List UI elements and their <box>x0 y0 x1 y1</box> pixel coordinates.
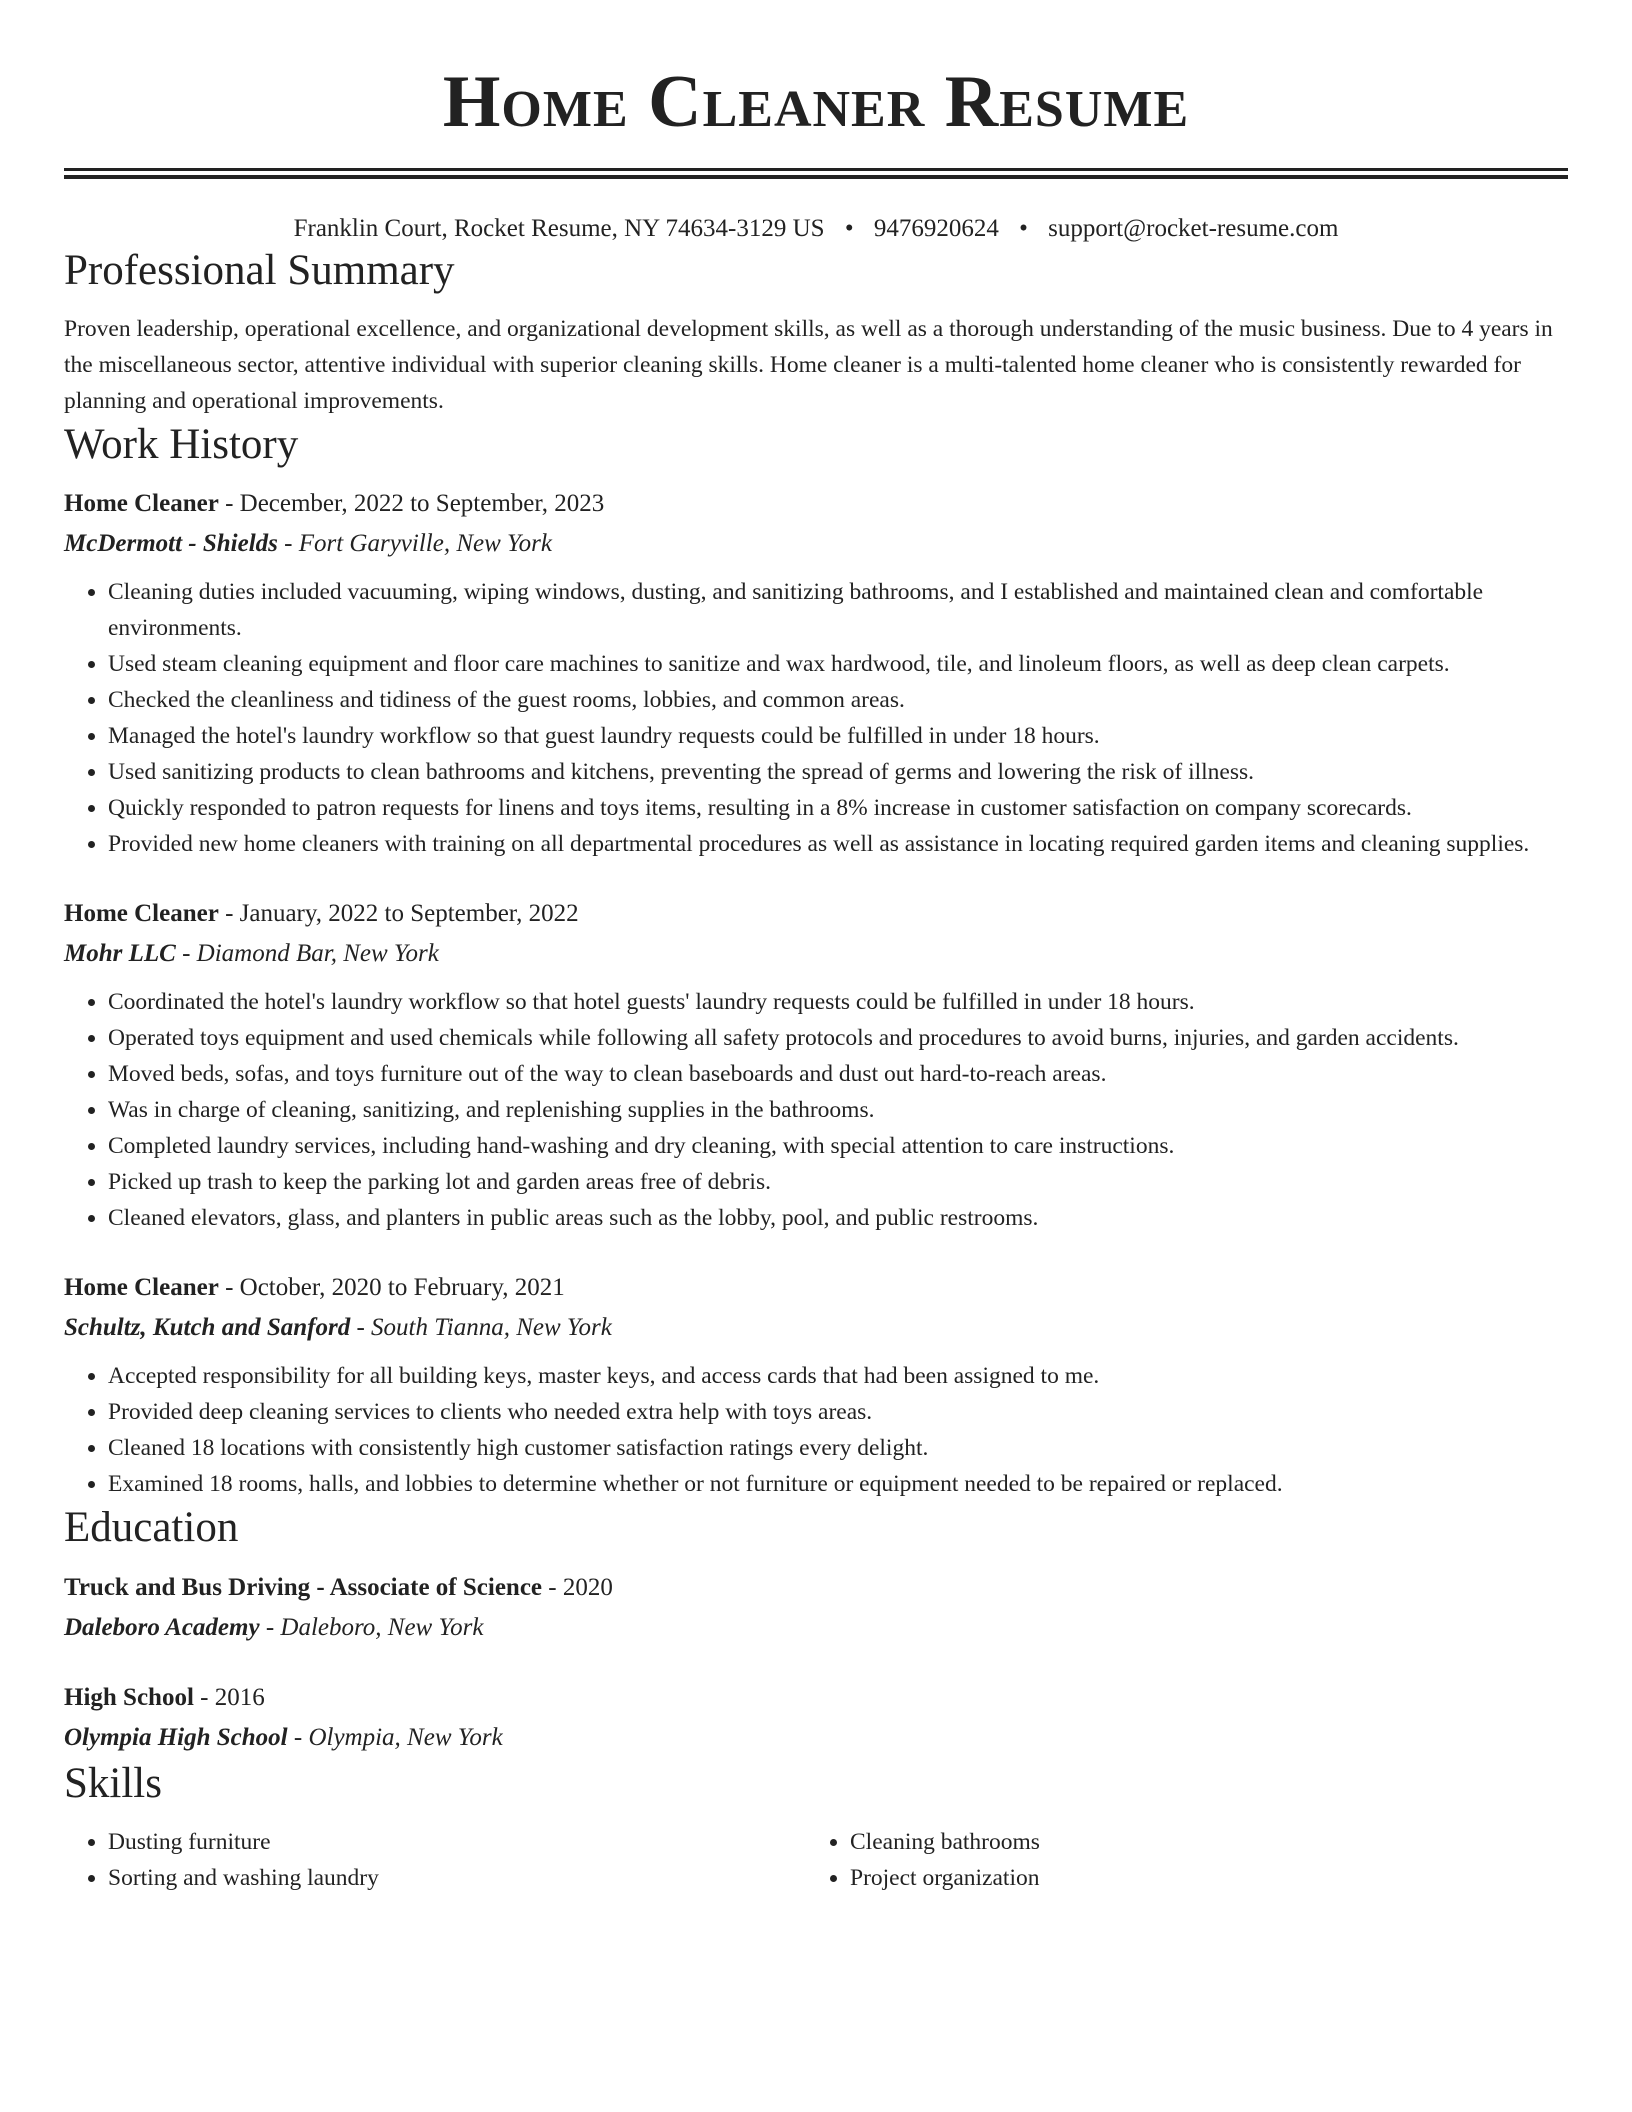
job-bullet: • Cleaned 18 locations with consistently high customer satisfaction ratings every delight. <box>108 1430 1568 1466</box>
job-bullet: • Cleaned elevators, glass, and planters in public areas such as the lobby, pool, and public restrooms. <box>108 1200 1568 1236</box>
skill-item: • Cleaning bathrooms <box>850 1824 1548 1860</box>
job-location: - Fort Garyville, New York <box>277 530 552 557</box>
contact-separator: • <box>844 215 854 242</box>
skills-heading: Skills <box>64 1760 162 1807</box>
education-degree: High School <box>64 1684 194 1711</box>
job-location: - Diamond Bar, New York <box>175 940 439 967</box>
job-location: - South Tianna, New York <box>350 1314 612 1341</box>
job-company-line <box>64 934 1568 974</box>
job-dates: - October, 2020 to February, 2021 <box>218 1274 565 1301</box>
summary-text: Proven leadership, operational excellence, and organizational development skills, as well as a thorough understanding of the music business. Due to 4 years in the miscellaneous sector, attentive individual with superior cleaning skills. Home cleaner is a multi-talented home cleaner who is consistently rewarded for planning and operational improvements. <box>64 316 1553 414</box>
job-bullet: • Accepted responsibility for all building keys, master keys, and access cards that had been assigned to me. <box>108 1358 1568 1394</box>
education-school-line <box>64 1608 1568 1648</box>
job-bullet: • Provided new home cleaners with training on all departmental procedures as well as assistance in locating required garden items and cleaning supplies. <box>108 826 1568 862</box>
job-bullet: • Managed the hotel's laundry workflow so that guest laundry requests could be fulfilled in under 18 hours. <box>108 718 1568 754</box>
contact-separator: • <box>1019 215 1028 242</box>
contact-phone: 9476920624 <box>873 215 999 242</box>
job-bullet: • Used sanitizing products to clean bathrooms and kitchens, preventing the spread of germs and lowering the risk of illness. <box>108 754 1568 790</box>
job-bullet: • Completed laundry services, including hand-washing and dry cleaning, with special attention to care instructions. <box>108 1128 1568 1164</box>
resume-title: Home Cleaner Resume <box>442 61 1190 143</box>
education-degree-line <box>64 1678 1568 1718</box>
job-title-line <box>64 1268 1568 1308</box>
education-year: - 2016 <box>193 1684 265 1711</box>
job-bullet: • Was in charge of cleaning, sanitizing, and replenishing supplies in the bathrooms. <box>108 1092 1568 1128</box>
education-school: Olympia High School <box>64 1724 288 1751</box>
education-school: Daleboro Academy <box>64 1614 260 1641</box>
job-bullet: • Picked up trash to keep the parking lot and garden areas free of debris. <box>108 1164 1568 1200</box>
job-bullet: • Quickly responded to patron requests for linens and toys items, resulting in a 8% increase in customer satisfaction on company scorecards. <box>108 790 1568 826</box>
job-bullet: • Operated toys equipment and used chemicals while following all safety protocols and procedures to avoid burns, injuries, and garden accidents. <box>108 1020 1568 1056</box>
education-location: - Daleboro, New York <box>259 1614 484 1641</box>
job-bullets <box>64 1358 1568 1502</box>
job-title-line <box>64 894 1568 934</box>
education-degree-line <box>64 1568 1568 1608</box>
job-bullet: • Used steam cleaning equipment and floor care machines to sanitize and wax hardwood, tile, and linoleum floors, as well as deep clean carpets. <box>108 646 1568 682</box>
title-divider <box>64 168 1568 179</box>
job-bullets <box>64 574 1568 862</box>
skills-column-right <box>806 1824 1548 1896</box>
job-company-line <box>64 524 1568 564</box>
education-year: - 2020 <box>542 1574 613 1601</box>
job-bullet: • Examined 18 rooms, halls, and lobbies to determine whether or not furniture or equipment needed to be repaired or replaced. <box>108 1466 1568 1502</box>
job-entry <box>64 1268 1568 1502</box>
job-title: Home Cleaner <box>64 490 219 517</box>
summary-heading: Professional Summary <box>64 247 455 294</box>
job-bullet: • Cleaning duties included vacuuming, wiping windows, dusting, and sanitizing bathrooms, and I established and maintained clean and comfortable environments. <box>108 574 1568 646</box>
work-history-heading: Work History <box>64 421 299 468</box>
skills-list <box>64 1824 1568 1896</box>
education-heading: Education <box>64 1504 239 1551</box>
job-title: Home Cleaner <box>64 900 219 927</box>
skill-item: • Sorting and washing laundry <box>108 1860 806 1896</box>
job-dates: - December, 2022 to September, 2023 <box>218 490 605 517</box>
job-company: McDermott - Shields <box>64 530 278 557</box>
education-location: - Olympia, New York <box>287 1724 503 1751</box>
job-bullet: • Moved beds, sofas, and toys furniture out of the way to clean baseboards and dust out hard-to-reach areas. <box>108 1056 1568 1092</box>
job-company-line <box>64 1308 1568 1348</box>
contact-address: Franklin Court, Rocket Resume, NY 74634-3129 US <box>293 215 825 242</box>
job-bullet: • Checked the cleanliness and tidiness of the guest rooms, lobbies, and common areas. <box>108 682 1568 718</box>
skill-item: • Dusting furniture <box>108 1824 806 1860</box>
job-title-line <box>64 484 1568 524</box>
job-bullet: • Coordinated the hotel's laundry workflow so that hotel guests' laundry requests could be fulfilled in under 18 hours. <box>108 984 1568 1020</box>
contact-email: support@rocket-resume.com <box>1048 215 1339 242</box>
job-title: Home Cleaner <box>64 1274 219 1301</box>
job-bullet: • Provided deep cleaning services to clients who needed extra help with toys areas. <box>108 1394 1568 1430</box>
education-entry <box>64 1568 1568 1648</box>
education-degree: Truck and Bus Driving - Associate of Science <box>64 1574 543 1601</box>
job-company: Mohr LLC <box>64 940 176 967</box>
education-school-line <box>64 1718 1568 1758</box>
skill-item: • Project organization <box>850 1860 1548 1896</box>
job-entry <box>64 484 1568 862</box>
education-entry <box>64 1678 1568 1758</box>
job-dates: - January, 2022 to September, 2022 <box>218 900 579 927</box>
job-company: Schultz, Kutch and Sanford <box>64 1314 351 1341</box>
contact-line <box>64 213 1568 245</box>
skills-column-left <box>64 1824 806 1896</box>
job-bullets <box>64 984 1568 1236</box>
job-entry <box>64 894 1568 1236</box>
